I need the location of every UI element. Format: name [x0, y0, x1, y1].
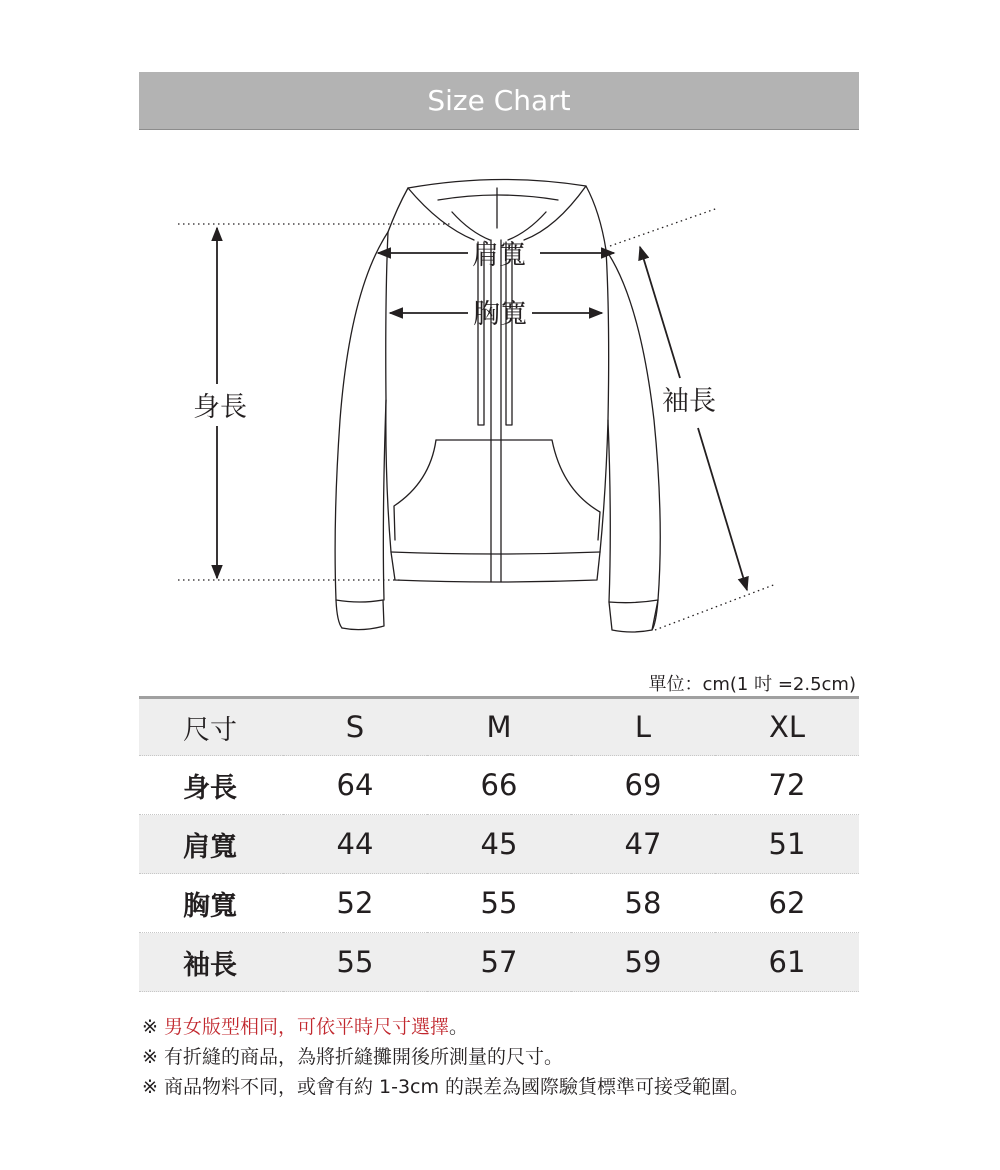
table-cell: 72 [715, 756, 859, 815]
row-label: 袖長 [139, 933, 283, 992]
chest-label: 胸寬 [473, 299, 527, 330]
table-cell: 52 [283, 874, 427, 933]
size-l: L [571, 698, 715, 756]
table-row [139, 756, 859, 815]
row-label: 肩寬 [139, 815, 283, 874]
table-cell: 55 [283, 933, 427, 992]
sleeve-length-arrow [640, 247, 680, 378]
table-cell: 55 [427, 874, 571, 933]
table-cell: 47 [571, 815, 715, 874]
table-row [139, 933, 859, 992]
hoodie-diagram [0, 160, 1000, 650]
row-label: 身長 [139, 756, 283, 815]
sleeve-length-label: 袖長 [662, 386, 716, 417]
note-1 [142, 1012, 749, 1042]
note-end: 。 [448, 1016, 468, 1038]
note-2: ※ 有折縫的商品，為將折縫攤開後所測量的尺寸。 [142, 1046, 563, 1068]
table-row [139, 815, 859, 874]
table-cell: 44 [283, 815, 427, 874]
size-table [139, 696, 859, 992]
body-length-label: 身長 [193, 392, 247, 423]
guide-lines [178, 208, 776, 630]
table-cell: 59 [571, 933, 715, 992]
row-label: 胸寬 [139, 874, 283, 933]
size-xl: XL [715, 698, 859, 756]
table-cell: 62 [715, 874, 859, 933]
shoulder-label: 肩寬 [472, 240, 526, 271]
size-m: M [427, 698, 571, 756]
size-s: S [283, 698, 427, 756]
table-cell: 69 [571, 756, 715, 815]
note-mark: ※ [142, 1016, 164, 1038]
size-chart-title: Size Chart [139, 72, 859, 130]
table-cell: 45 [427, 815, 571, 874]
note-3: ※ 商品物料不同，或會有約 1-3cm 的誤差為國際驗貨標準可接受範圍。 [142, 1076, 750, 1098]
table-cell: 66 [427, 756, 571, 815]
table-cell: 58 [571, 874, 715, 933]
table-cell: 61 [715, 933, 859, 992]
table-cell: 57 [427, 933, 571, 992]
size-header-label: 尺寸 [139, 698, 283, 756]
table-cell: 51 [715, 815, 859, 874]
unit-note: 單位：cm(1 吋 =2.5cm) [648, 674, 856, 695]
table-row [139, 874, 859, 933]
table-cell: 64 [283, 756, 427, 815]
notes [142, 1012, 749, 1102]
note-highlight: 男女版型相同，可依平時尺寸選擇 [163, 1016, 449, 1038]
table-header-row [139, 698, 859, 756]
